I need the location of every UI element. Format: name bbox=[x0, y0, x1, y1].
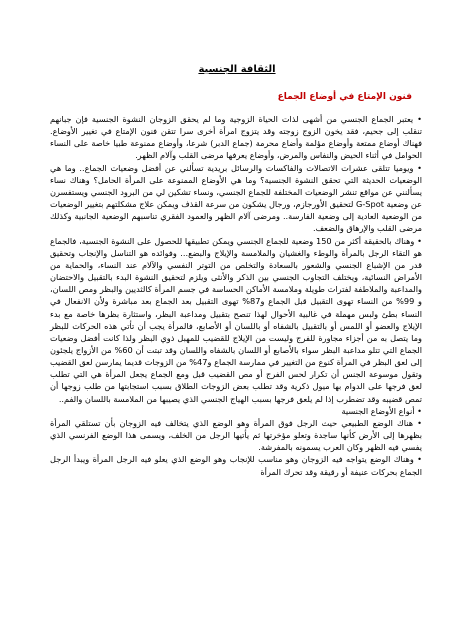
section-subtitle: فنون الإمتاع في أوضاع الجماع bbox=[277, 92, 412, 102]
paragraph-1: • يعتبر الجماع الجنسي من أشهى لذات الحياة الزوجية وما لم يحقق الزوجان النشوة الجنسية فإن جبانهم تنقلب إلى جحيم، فقد يخون الزوج زوجته وقد يتزوج امرأة أخرى سرا تتقن فنون الإمتاع في تغيير الأوضاع. فهناك أوضاع ممتعة وأوضاع مؤلمة وأضاع محرمة (جماع الدبر) شرعا، وأوضاع ممنوعة طبيا خاصة على النساء الحوامل في أثناء الحيض والنفاس والمرض، وأوضاع يعرفها مرضى القلب وآلام الظهر. bbox=[50, 114, 422, 161]
paragraph-6: • وهناك الوضع يتواجه فيه الزوجان وهو مناسب للإنجاب وهو الوضع الذي يعلو فيه الرجل المرأة ويبدأ الرجل الجماع بحركات عنيفة أو رقيقة وقد تحرك المرأة bbox=[50, 454, 422, 477]
paragraph-2: • ويوميا تتلقى عشرات الاتصالات والفاكسات والرسائل بريدية تسألني عن أفضل وضعيات الجماع.. وما هي الوضعيات الحديثة التي تحقق النشوة الجنسية؟ وما هي الأوضاع الممنوعة على المرأة الحامل؟ وهناك نساء يسألنني عن مواقع تنشر الوضعيات المختلفة للجماع الجنسي، ونساء تشكين لي من البرود الجنسي ويستفسرن عن وضعية G-Spot لتحقيق الأورجازم، ورجال يشكون من سرعة القذف ويمكن علاج مشكلتهم بتغيير الوضعيات من الوضعية العادية إلى وضعية الفارسة.. ومرضى آلام الظهر والعمود الفقري تناسبهم الوضعية الجانبية وكذلك مرضى القلب والإرهاق والضعف. bbox=[50, 162, 422, 234]
page-title: الثقافة الجنسية bbox=[198, 64, 276, 75]
paragraph-4: • أنواع الأوضاع الجنسية bbox=[341, 405, 422, 416]
document-body bbox=[50, 113, 422, 478]
paragraph-5: • هناك الوضع الطبيعي حيث الرجل فوق المرأة وهو الوضع الذي يتخالف فيه الزوجان بأن تستلقي المرأة بظهرها إلى الأرض كأنها ساجدة وتعلو مؤخرتها ثم يأتيها الرجل من الخلف، ويسمى هذا الوضع الفرنسي الذي يفسي فيه الظهر وكان العرب يسمونه بالمفرشة. bbox=[50, 417, 422, 453]
paragraph-3: • وهناك بالحقيقة أكثر من 150 وضعية للجماع الجنسي ويمكن تطبيقها للحصول على النشوة الجنسية، فالجماع هو التقاء الرجل بالمرأة والوطء والغشيان والملامسة والإيلاج والبضع... وفوائده هو التناسل والإنجاب وتحقيق قدر من الإشباع الجنسي والشعور بالسعادة والتخلص من التوتر النفسي والآلام عند النساء، والحماية من الأمراض النسائية، ويختلف التجاوب الجنسي بين الذكر والأنثى ويلزم لتحقيق النشوة البدء بالتقبيل والاحتضان والمداعبة والملاطفة لفترات طويلة وملامسة الأماكن الحساسة في جسم المرأة كالثديين والبظر ومص اللسان، و 99% من النساء تهوى التقبيل قبل الجماع و87% تهوى التقبيل بعد الجماع بعد مباشرة ولأن الانفعال في النساء بطئ ولبس مهملة في غالبية الأحوال لهذا تنصح بتقبيل ومداعبة البظر، واستثارة بظرها خاصة مع بدء الإيلاج والعضو أو اللمس أو بالتقبيل بالشفاه أو باللسان أو الأصابع، فالمرأة يجب أن تأتي هذه الحركات للبظر وما يتصل به من أجزاء مجاورة للفرج وليست من الإيلاج للقضيب للمهبل ذوي البظر ولذا كانت أفضل وضعيات الجماع التي تتلو مداعبة البظر سواء بالأصابع أو اللسان بالشفاه واللسان وقد تبتت أن 60% من الأزواج يلجئون إلى لعق البظر في المرأة كنوع من التغيير في ممارسة الجماع و47% من الزوجات قديما يمارسن لعق القضيب وتقول موسوعة الجنس أن تكرار لحس الفرج أو مص القضيب قبل ومع الجماع يجعل المرأة هي التي تطلب لعق فرجها على الدوام بها ميول ذكرية وقد تطلب بعض الزوجات الطلاق بسبب استجابتها من طلب زوجها أن تمص قضيبه وقد تضطرب إذا لم يلعق فرجها بسبب الهياج الجنسي الذي يصيبها من الملامسة باللسان والفم.. bbox=[50, 235, 422, 404]
